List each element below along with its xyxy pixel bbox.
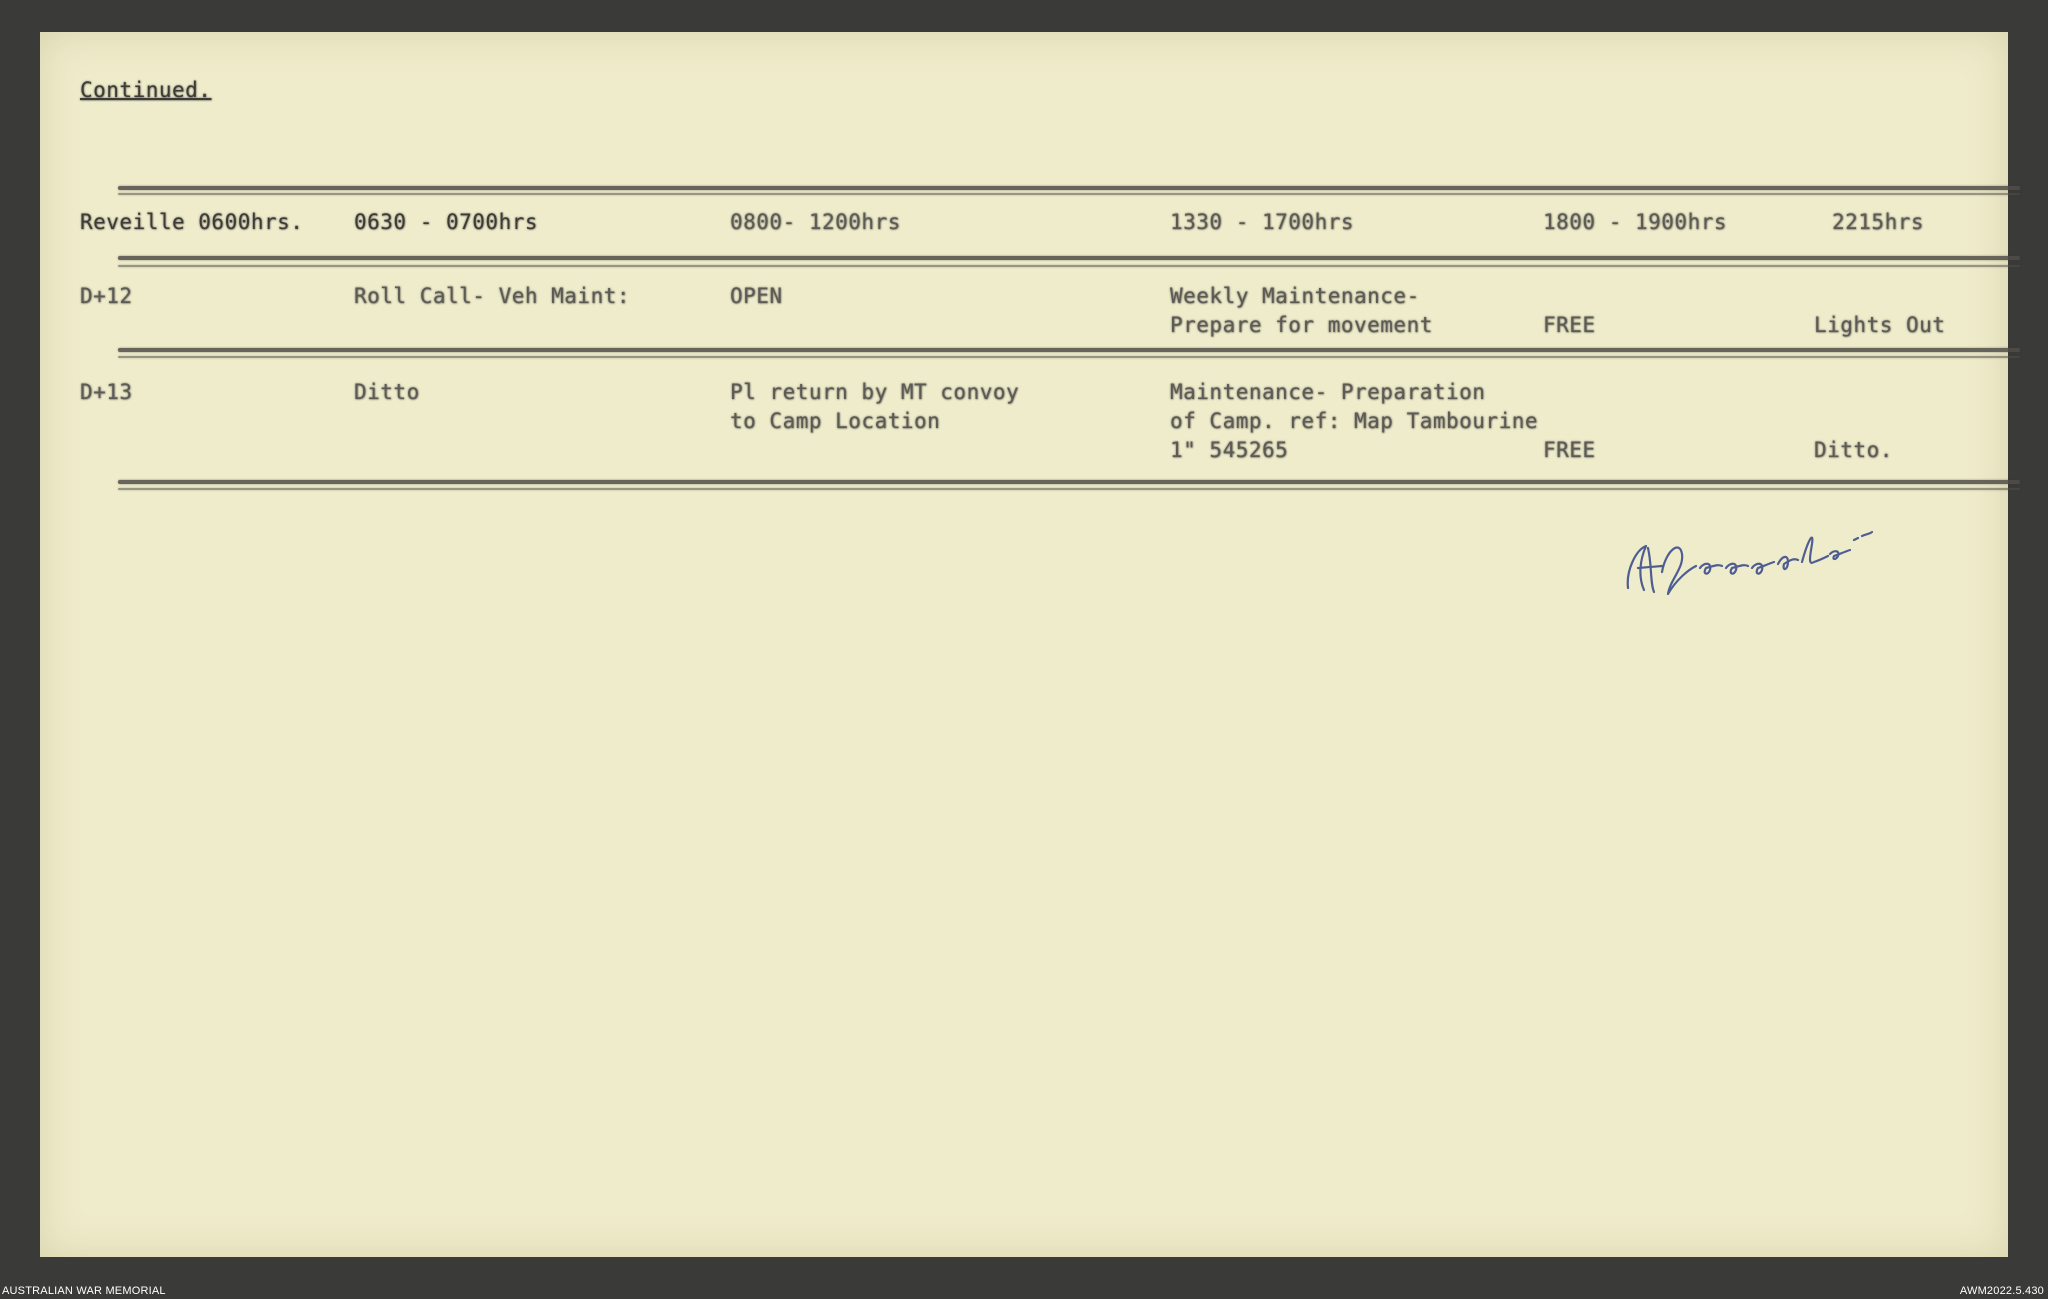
time-cell-1800: 1800 - 1900hrs	[1543, 210, 1728, 234]
activity-cell-morning: OPEN	[730, 284, 783, 308]
table-top-rule	[118, 186, 2020, 190]
activity-cell-evening: FREE	[1543, 313, 1596, 337]
time-cell-0800: 0800- 1200hrs	[730, 210, 901, 234]
header-bottom-rule	[118, 256, 2020, 260]
row-divider-rule-2	[118, 356, 2020, 358]
activity-cell-morning: Pl return by MT convoy to Camp Location	[730, 380, 1020, 433]
table-bottom-rule-2	[118, 488, 2020, 490]
row-divider-rule	[118, 348, 2020, 352]
continued-heading: Continued.	[80, 78, 212, 102]
activity-cell-night: Lights Out	[1814, 313, 1946, 337]
footer-accession-number: AWM2022.5.430	[1959, 1285, 2044, 1297]
activity-cell-morning-early: Ditto	[354, 380, 420, 404]
activity-cell-afternoon: Weekly Maintenance- Prepare for movement	[1170, 284, 1433, 337]
document-page	[40, 32, 2008, 1257]
handwritten-signature	[1618, 510, 1908, 600]
activity-cell-night: Ditto.	[1814, 438, 1893, 462]
day-cell: D+12	[80, 284, 133, 308]
table-top-rule-2	[118, 193, 2020, 195]
activity-cell-evening: FREE	[1543, 438, 1596, 462]
activity-cell-morning-early: Roll Call- Veh Maint:	[354, 284, 631, 308]
time-cell-reveille: Reveille 0600hrs.	[80, 210, 304, 234]
table-bottom-rule	[118, 480, 2020, 484]
header-bottom-rule-2	[118, 265, 2020, 267]
time-cell-2215: 2215hrs	[1832, 210, 1925, 234]
day-cell: D+13	[80, 380, 133, 404]
time-cell-1330: 1330 - 1700hrs	[1170, 210, 1355, 234]
footer-credit: AUSTRALIAN WAR MEMORIAL	[2, 1285, 166, 1297]
activity-cell-afternoon: Maintenance- Preparation of Camp. ref: Map Tambourine 1" 545265	[1170, 380, 1539, 462]
time-cell-0630: 0630 - 0700hrs	[354, 210, 539, 234]
